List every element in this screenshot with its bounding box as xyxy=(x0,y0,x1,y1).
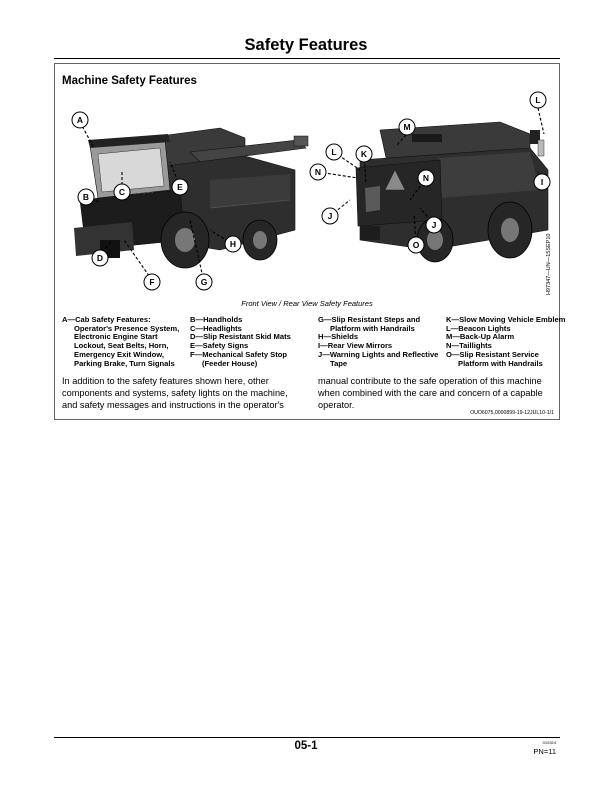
legend-item: Platform with Handrails xyxy=(330,323,415,333)
legend-item: Tape xyxy=(330,358,348,368)
svg-text:I: I xyxy=(540,177,544,187)
callout-A xyxy=(72,112,88,128)
svg-text:B: B xyxy=(82,192,90,202)
title-rule xyxy=(54,58,560,59)
legend-item: D—Slip Resistant Skid Mats xyxy=(190,332,291,342)
legend-item: J—Warning Lights and Reflective xyxy=(318,349,439,359)
figure-caption: Front View / Rear View Safety Features xyxy=(241,299,373,308)
legend-item: Emergency Exit Window, xyxy=(74,349,164,359)
svg-text:N: N xyxy=(422,173,430,183)
legend-item: Operator's Presence System, xyxy=(74,323,180,333)
legend-item: E—Safety Signs xyxy=(190,341,249,351)
front-view-combine xyxy=(74,128,308,268)
svg-text:L: L xyxy=(331,147,337,157)
callout-C xyxy=(114,184,130,200)
legend-item: I—Rear View Mirrors xyxy=(318,341,393,351)
callout-G xyxy=(196,274,212,290)
body-text-left: In addition to the safety features shown here, other components and systems, safety lights on the machine, and safety messages and instructions in the operator's xyxy=(62,376,288,410)
svg-text:E: E xyxy=(177,182,183,192)
legend-item: B—Handholds xyxy=(190,315,243,324)
svg-text:N: N xyxy=(314,167,322,177)
callout-J-left xyxy=(322,208,338,224)
callout-D xyxy=(92,250,108,266)
legend-column-4 xyxy=(446,316,565,368)
svg-text:L: L xyxy=(535,95,541,105)
svg-text:J: J xyxy=(431,220,437,230)
legend-item: G—Slip Resistant Steps and xyxy=(318,315,421,324)
svg-text:D: D xyxy=(96,253,104,263)
svg-text:J: J xyxy=(327,211,333,221)
svg-text:O: O xyxy=(412,240,420,250)
callout-H xyxy=(225,236,241,252)
legend-item: Lockout, Seat Belts, Horn, xyxy=(74,341,169,351)
svg-text:G: G xyxy=(200,277,208,287)
callout-B xyxy=(78,189,94,205)
page-title: Safety Features xyxy=(244,36,368,54)
callout-O xyxy=(408,237,424,253)
legend-item: Electronic Engine Start xyxy=(74,332,158,342)
legend-column-3 xyxy=(318,316,438,368)
legend-item: N—Taillights xyxy=(446,341,492,351)
legend-item: Platform with Handrails xyxy=(458,358,543,368)
callout-K xyxy=(356,146,372,162)
page-number: 05-1 xyxy=(294,740,318,752)
callout-M xyxy=(399,119,415,135)
section-heading: Machine Safety Features xyxy=(62,75,197,87)
figure-code: H97347—UN—15SEP10 xyxy=(546,233,552,295)
document-reference: OUO6075,0000899-19-12JUL10-1/1 xyxy=(470,410,554,416)
legend-item: O—Slip Resistant Service xyxy=(446,349,539,359)
callout-L-right xyxy=(530,92,546,108)
svg-text:F: F xyxy=(149,277,155,287)
legend-item: K—Slow Moving Vehicle Emblem xyxy=(446,315,566,324)
combine-illustration xyxy=(60,90,556,300)
legend-item: F—Mechanical Safety Stop xyxy=(190,349,288,359)
callout-N-left xyxy=(310,164,326,180)
svg-text:C: C xyxy=(118,187,126,197)
legend-item: Parking Brake, Turn Signals xyxy=(74,358,175,368)
callout-L-left xyxy=(326,144,342,160)
rear-view-combine xyxy=(356,122,548,262)
legend-column-2 xyxy=(190,316,291,368)
callout-E xyxy=(172,179,188,195)
svg-text:M: M xyxy=(403,122,411,132)
callout-I xyxy=(534,174,550,190)
callout-N-right xyxy=(418,170,434,186)
legend-item: M—Back-Up Alarm xyxy=(446,332,515,342)
legend-item: C—Headlights xyxy=(190,323,242,333)
callout-F xyxy=(144,274,160,290)
svg-text:H: H xyxy=(229,239,237,249)
svg-text:A: A xyxy=(76,115,84,125)
pn-label: PN=11 xyxy=(533,747,556,756)
footer-code: 010324 xyxy=(542,740,556,745)
footer-rule xyxy=(54,737,560,738)
legend-item: (Feeder House) xyxy=(202,358,258,368)
callout-J-right xyxy=(426,217,442,233)
body-text-right: manual contribute to the safe operation of this machine when combined with the care and concern of a capable operator. xyxy=(318,376,543,410)
legend-column-1 xyxy=(62,316,179,368)
legend-item: A—Cab Safety Features: xyxy=(62,315,151,324)
legend-item: H—Shields xyxy=(318,332,359,342)
svg-text:K: K xyxy=(360,149,368,159)
legend-item: L—Beacon Lights xyxy=(446,323,511,333)
